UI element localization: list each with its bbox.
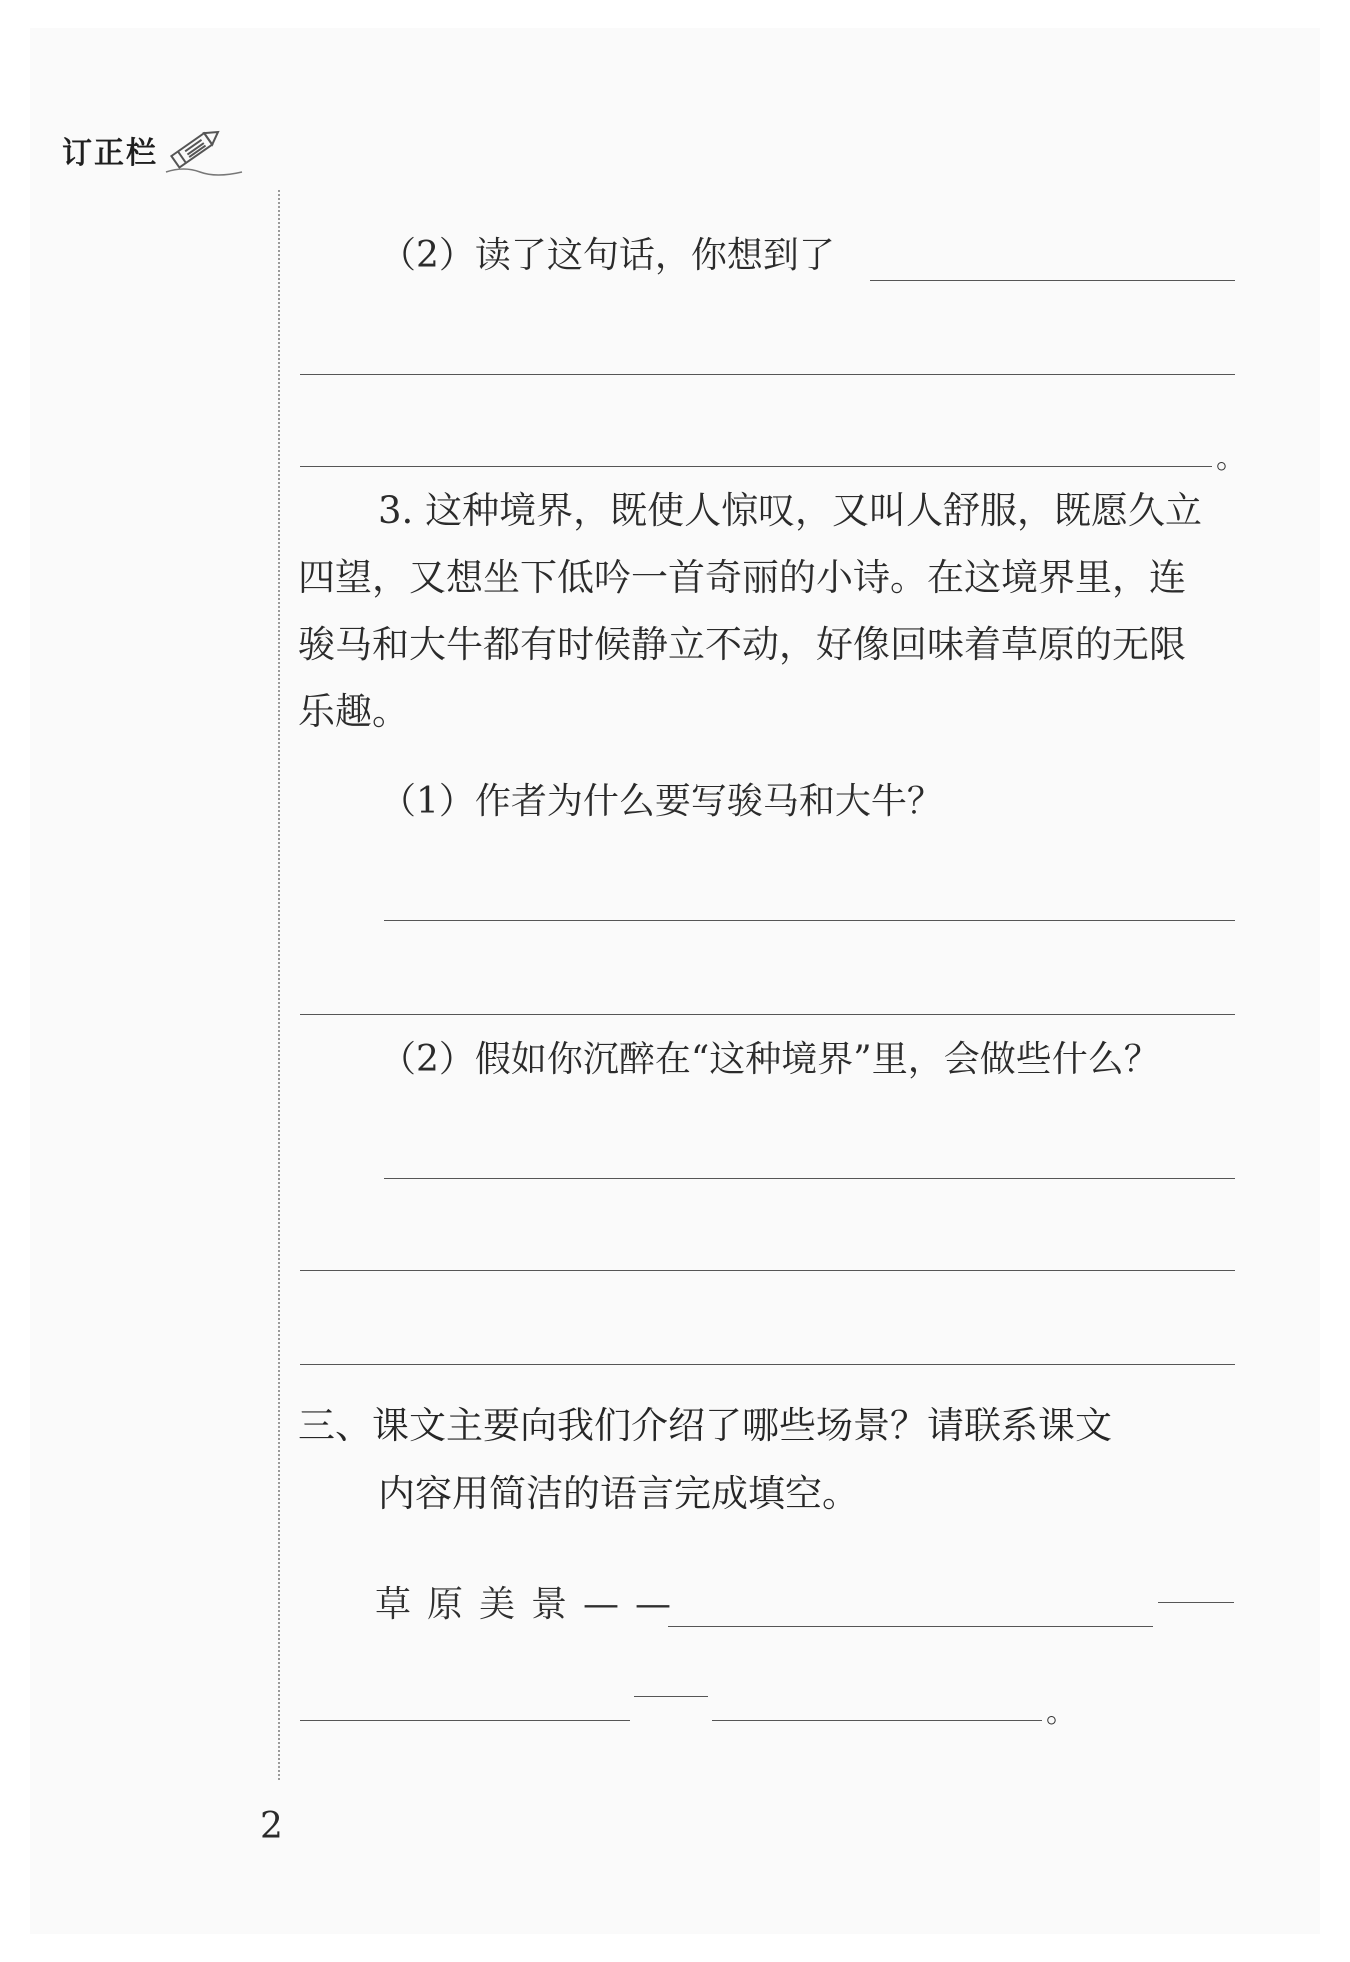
fill-blank-1[interactable] <box>668 1626 1153 1627</box>
passage-line: 乐趣。 <box>298 690 409 733</box>
margin-dotted-rule <box>278 190 280 1780</box>
section-3-line: 三、课文主要向我们介绍了哪些场景？请联系课文 <box>298 1404 1112 1447</box>
question-2-2-prompt: （2）读了这句话，你想到了 <box>380 235 835 276</box>
connector-dash <box>634 1696 708 1697</box>
end-period: 。 <box>1216 441 1246 476</box>
end-period: 。 <box>1046 1695 1076 1730</box>
fill-blank-2[interactable] <box>300 1720 630 1721</box>
section-3-line: 内容用简洁的语言完成填空。 <box>378 1472 859 1515</box>
passage-line: 骏马和大牛都有时候静立不动，好像回味着草原的无限 <box>298 623 1186 666</box>
question-3-2-prompt: （2）假如你沉醉在“这种境界”里，会做些什么？ <box>380 1039 1160 1080</box>
passage-line: 四望，又想坐下低吟一首奇丽的小诗。在这境界里，连 <box>298 556 1186 599</box>
correction-column-title: 订正栏 <box>62 136 158 171</box>
connector-dash <box>1158 1602 1234 1603</box>
answer-line[interactable] <box>300 1364 1235 1365</box>
answer-line[interactable] <box>300 374 1235 375</box>
page-number: 2 <box>260 1806 283 1847</box>
section-3-title <box>298 1392 1112 1528</box>
fill-blank-3[interactable] <box>712 1720 1042 1721</box>
correction-column-header <box>62 128 244 172</box>
answer-line[interactable] <box>300 1014 1235 1015</box>
answer-line[interactable] <box>384 920 1235 921</box>
answer-line[interactable] <box>300 1270 1235 1271</box>
pencil-icon <box>164 128 244 178</box>
passage-3 <box>298 477 1233 745</box>
passage-line: 3. 这种境界，既使人惊叹，又叫人舒服，既愿久立 <box>378 489 1203 532</box>
scene-label: 草原美景—— <box>375 1584 688 1625</box>
answer-line[interactable] <box>384 1178 1235 1179</box>
answer-line[interactable] <box>300 466 1212 467</box>
question-3-1-prompt: （1）作者为什么要写骏马和大牛？ <box>380 781 943 822</box>
answer-line[interactable] <box>870 280 1235 281</box>
workbook-page <box>30 28 1320 1934</box>
